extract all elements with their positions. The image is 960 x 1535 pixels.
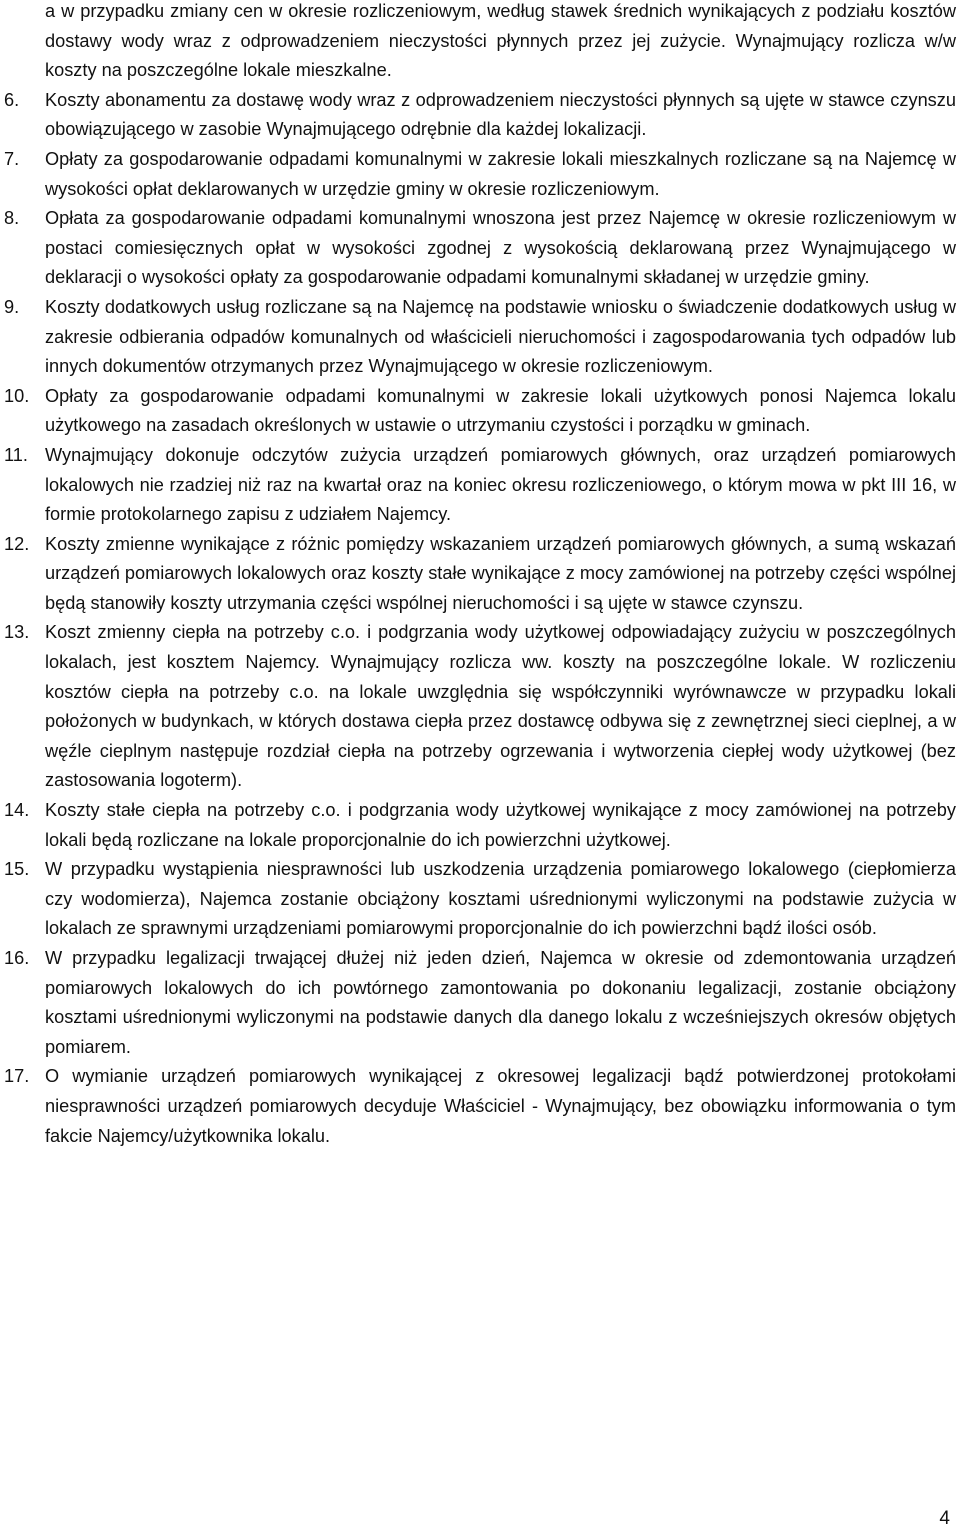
- list-item-16: [4, 944, 956, 1062]
- continuation-paragraph: [4, 0, 956, 86]
- item-number: 15.: [4, 859, 30, 880]
- item-number: 13.: [4, 622, 30, 643]
- item-text: Opłaty za gospodarowanie odpadami komunalnymi w zakresie lokali mieszkalnych rozliczane są na Najemcę w wysokości opłat deklarowanych w urzędzie gminy w okresie rozliczeniowym.: [45, 148, 956, 199]
- item-text: Koszty dodatkowych usług rozliczane są na Najemcę na podstawie wniosku o świadczenie dodatkowych usług w zakresie odbierania odpadów komunalnych od właścicieli nieruchomości i zagospodarowania tych odpadów lub innych dokumentów otrzymanych przez Wynajmującego w okresie rozliczeniowym.: [45, 296, 956, 377]
- list-item-6: [4, 86, 956, 145]
- list-item-10: [4, 382, 956, 441]
- item-text: Opłata za gospodarowanie odpadami komunalnymi wnoszona jest przez Najemcę w okresie rozliczeniowym w postaci comiesięcznych opłat w wysokości zgodnej z wysokością deklarowaną przez Wynajmującego w deklaracji o wysokości opłaty za gospodarowanie odpadami komunalnymi składanej w urzędzie gminy.: [45, 208, 956, 288]
- item-text: W przypadku legalizacji trwającej dłużej niż jeden dzień, Najemca w okresie od zdemontowania urządzeń pomiarowych lokalowych do ich powtórnego zamontowania po dokonaniu legalizacji, zostanie obciążony kosztami uśrednionymi wyliczonymi na podstawie danych dla danego lokalu z wcześniejszych okresów objętych pomiarem.: [45, 948, 956, 1057]
- item-text: Wynajmujący dokonuje odczytów zużycia urządzeń pomiarowych głównych, oraz urządzeń pomiarowych lokalowych nie rzadziej niż raz na kwartał oraz na koniec okresu rozliczeniowego, o którym mowa w pkt III 16, w formie protokolarnego zapisu z udziałem Najemcy.: [45, 444, 956, 525]
- list-item-7: [4, 145, 956, 204]
- list-item-11: [4, 441, 956, 530]
- list-item-15: [4, 855, 956, 944]
- item-number: 6.: [4, 89, 20, 110]
- item-number: 14.: [4, 800, 30, 821]
- item-number: 12.: [4, 533, 30, 554]
- item-number: 11.: [4, 444, 28, 465]
- item-text: O wymianie urządzeń pomiarowych wynikającej z okresowej legalizacji bądź potwierdzonej protokołami niesprawności urządzeń pomiarowych decyduje Właściciel - Wynajmujący, bez obowiązku informowania o tym fakcie Najemcy/użytkownika lokalu.: [45, 1066, 956, 1146]
- item-number: 10.: [4, 385, 30, 406]
- item-text: Koszt zmienny ciepła na potrzeby c.o. i podgrzania wody użytkowej odpowiadający zużyciu w poszczególnych lokalach, jest kosztem Najemcy. Wynajmujący rozlicza ww. koszty na poszczególne lokale. W rozliczeniu kosztów ciepła na potrzeby c.o. na lokale uwzględnia się współczynniki wyrównawcze w przypadku lokali położonych w budynkach, w których dostawa ciepła przez dostawcę odbywa się z zewnętrznej sieci cieplnej, a w węźle cieplnym następuje rozdział ciepła na potrzeby ogrzewania i wytworzenia ciepłej wody użytkowej (bez zastosowania logoterm).: [45, 622, 956, 791]
- list-item-17: [4, 1062, 956, 1151]
- list-item-13: [4, 618, 956, 796]
- item-number: 8.: [4, 208, 20, 229]
- item-text: Koszty zmienne wynikające z różnic pomiędzy wskazaniem urządzeń pomiarowych głównych, a sumą wskazań urządzeń pomiarowych lokalowych oraz koszty stałe wynikające z mocy zamówionej na potrzeby części wspólnej będą stanowiły koszty utrzymania części wspólnej nieruchomości i są ujęte w stawce czynszu.: [45, 533, 956, 613]
- item-text: Koszty stałe ciepła na potrzeby c.o. i podgrzania wody użytkowej wynikające z mocy zamówionej na potrzeby lokali będą rozliczane na lokale proporcjonalnie do ich powierzchni użytkowej.: [45, 800, 956, 850]
- item-number: 7.: [4, 148, 20, 169]
- item-text: W przypadku wystąpienia niesprawności lub uszkodzenia urządzenia pomiarowego lokalowego (ciepłomierza czy wodomierza), Najemca zostanie obciążony kosztami uśrednionymi wyliczonymi na podstawie zużycia w lokalach ze sprawnymi urządzeniami pomiarowymi proporcjonalnie do ich powierzchni bądź ilości osób.: [45, 859, 956, 939]
- item-number: 16.: [4, 948, 30, 968]
- continuation-indent: [4, 0, 45, 86]
- list-item-8: [4, 204, 956, 293]
- list-item-9: [4, 293, 956, 382]
- item-number: 17.: [4, 1066, 30, 1087]
- list-item-12: [4, 530, 956, 619]
- document-body: [4, 0, 956, 1151]
- list-item-14: [4, 796, 956, 855]
- item-text: Opłaty za gospodarowanie odpadami komunalnymi w zakresie lokali użytkowych ponosi Najemca lokalu użytkowego na zasadach określonych w ustawie o utrzymaniu czystości i porządku w gminach.: [45, 385, 956, 436]
- item-number: 9.: [4, 296, 20, 317]
- paragraph-text: a w przypadku zmiany cen w okresie rozliczeniowym, według stawek średnich wynikających z podziału kosztów dostawy wody wraz z odprowadzeniem nieczystości płynnych przez jej zużycie. Wynajmujący rozlicza w/w koszty na poszczególne lokale mieszkalne.: [45, 1, 956, 81]
- page-number: 4: [939, 1508, 950, 1529]
- item-text: Koszty abonamentu za dostawę wody wraz z odprowadzeniem nieczystości płynnych są ujęte w stawce czynszu obowiązującego w zasobie Wynajmującego odrębnie dla każdej lokalizacji.: [45, 89, 956, 140]
